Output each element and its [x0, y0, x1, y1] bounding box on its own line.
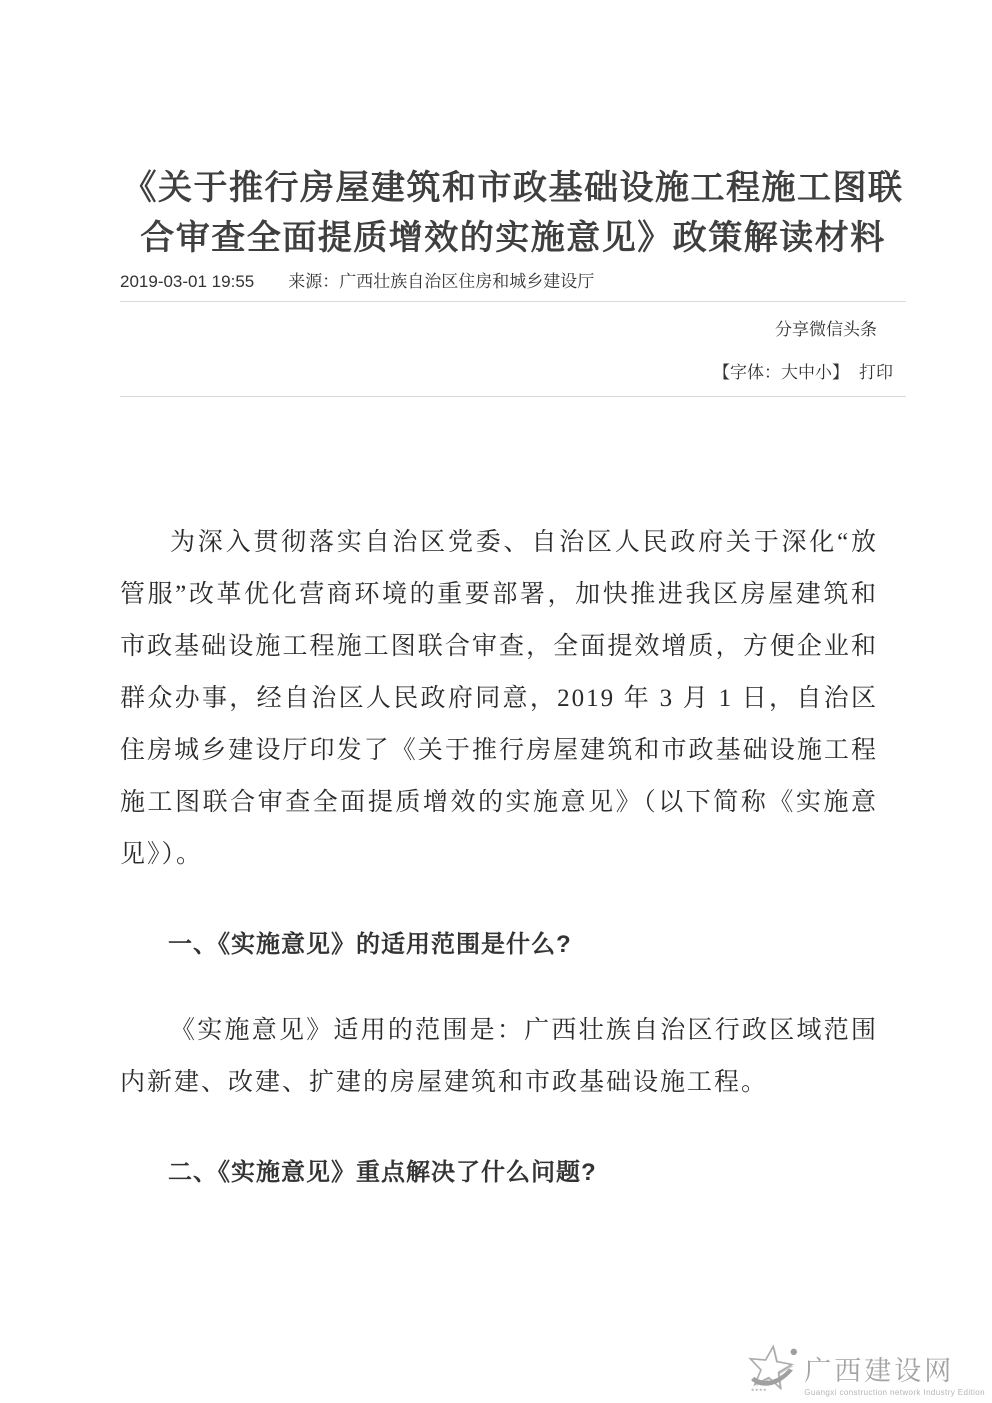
- font-size-small-button[interactable]: 小: [815, 363, 832, 382]
- section-paragraph-1: 《实施意见》适用的范围是：广西壮族自治区行政区域范围内新建、改建、扩建的房屋建筑和市政基础设施工程。: [120, 1017, 878, 1096]
- source-name: 广西壮族自治区住房和城乡建设厅: [339, 272, 595, 291]
- share-wechat-button[interactable]: 微信: [809, 320, 843, 339]
- divider-top: [120, 301, 906, 302]
- star-logo-icon: [746, 1343, 798, 1398]
- watermark-title: 广西建设网: [804, 1356, 955, 1386]
- divider-bottom: [120, 396, 906, 397]
- font-size-label: 【字体：: [713, 363, 781, 382]
- font-size-large-button[interactable]: 大: [781, 363, 798, 382]
- section-heading-1: 一、《实施意见》的适用范围是什么?: [168, 931, 572, 958]
- font-size-medium-button[interactable]: 中: [798, 363, 815, 382]
- section-heading-2: 二、《实施意见》重点解决了什么问题?: [168, 1159, 597, 1186]
- watermark: [746, 1343, 985, 1398]
- print-button[interactable]: 打印: [859, 363, 893, 382]
- watermark-subtitle: Guangxi construction network Industry Edition: [804, 1388, 985, 1397]
- paragraph-intro: 为深入贯彻落实自治区党委、自治区人民政府关于深化“放管服”改革优化营商环境的重要部署，加快推进我区房屋建筑和市政基础设施工程施工图联合审查，全面提效增质，方便企业和群众办事，经自治区人民政府同意，2019 年 3 月 1 日，自治区住房城乡建设厅印发了《关于推行房屋建筑和市政基础设施工程施工图联合审查全面提质增效的实施意见》（以下简称《实施意见》）。: [120, 529, 878, 868]
- article-body: [120, 517, 906, 1189]
- share-bar: [120, 319, 906, 341]
- share-toutiao-button[interactable]: 头条: [843, 320, 877, 339]
- font-print-bar: [120, 362, 906, 384]
- watermark-text: [804, 1356, 985, 1398]
- article-container: [120, 163, 906, 1189]
- share-button[interactable]: 分享: [775, 320, 809, 339]
- article-meta: [120, 271, 906, 293]
- publish-date: 2019-03-01 19:55: [120, 272, 255, 291]
- source-label: 来源：: [288, 272, 340, 291]
- article-title: 《关于推行房屋建筑和市政基础设施工程施工图联合审查全面提质增效的实施意见》政策解读材料: [122, 169, 904, 257]
- font-size-label-close: 】: [832, 363, 849, 382]
